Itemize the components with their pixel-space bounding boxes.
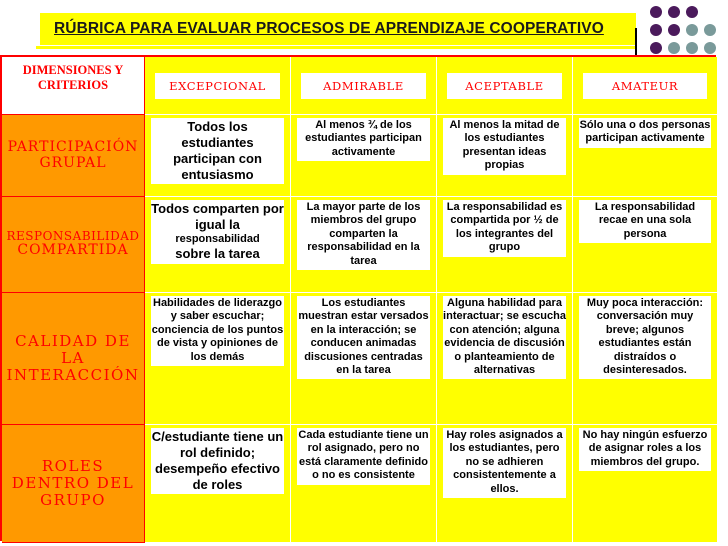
decor-dot: [668, 24, 680, 36]
criterion-cell: [437, 425, 573, 543]
criterion-text: Todos los estudiantes participan con entusiasmo: [151, 118, 284, 184]
criterion-cell: [573, 425, 718, 543]
criterion-text: No hay ningún esfuerzo de asignar roles a los miembros del grupo.: [579, 428, 711, 471]
decor-dot: [650, 24, 662, 36]
corner-header-label: DIMENSIONES Y CRITERIOS: [22, 63, 124, 92]
row-header-label: COMPARTIDA: [17, 242, 129, 259]
row-header-responsabilidad: [2, 197, 145, 293]
criterion-cell: [437, 197, 573, 293]
decor-dot: [704, 24, 716, 36]
criterion-text: Alguna habilidad para interactuar; se escucha con atención; alguna evidencia de discusión o planteamiento de alternativas: [443, 296, 566, 379]
page-title: RÚBRICA PARA EVALUAR PROCESOS DE APRENDIZAJE COOPERATIVO: [54, 20, 604, 37]
criterion-text: sobre la tarea: [151, 246, 284, 262]
column-header-amateur: [573, 57, 718, 115]
criterion-text: Cada estudiante tiene un rol asignado, pero no está claramente definido o no es consistente: [297, 428, 430, 485]
criterion-cell: [291, 293, 437, 425]
decor-dot: [668, 42, 680, 54]
column-header-label: EXCEPCIONAL: [155, 73, 280, 99]
column-header-label: AMATEUR: [583, 73, 707, 99]
decor-dot: [686, 24, 698, 36]
column-header-admirable: [291, 57, 437, 115]
criterion-text: C/estudiante tiene un rol definido; desempeño efectivo de roles: [151, 428, 284, 494]
rubric-table: [0, 55, 716, 541]
criterion-text: responsabilidad: [175, 232, 260, 245]
row-header-roles: [2, 425, 145, 543]
criterion-cell: [291, 425, 437, 543]
decor-dot: [704, 42, 716, 54]
criterion-text: Al menos la mitad de los estudiantes presentan ideas propias: [443, 118, 566, 175]
criterion-text: Al menos ¾ de los estudiantes participan activamente: [297, 118, 430, 161]
row-header-label-group: [7, 230, 140, 259]
row-header-label: ROLES DENTRO DEL GRUPO: [11, 457, 135, 509]
decor-dot: [650, 6, 662, 18]
column-header-aceptable: [437, 57, 573, 115]
criterion-text: Habilidades de liderazgo y saber escuchar; conciencia de los puntos de vista y opiniones de los demás: [151, 296, 284, 366]
criterion-text: La responsabilidad recae en una sola persona: [579, 200, 711, 243]
criterion-cell: [291, 115, 437, 197]
title-underline-bar: [36, 46, 636, 49]
criterion-cell: [145, 293, 291, 425]
criterion-text: La mayor parte de los miembros del grupo comparten la responsabilidad en la tarea: [297, 200, 430, 270]
column-header-label: ACEPTABLE: [447, 73, 562, 99]
criterion-cell: [573, 197, 718, 293]
title-banner: [40, 13, 636, 45]
criterion-cell: [573, 115, 718, 197]
criterion-text: Hay roles asignados a los estudiantes, pero no se adhieren consistentemente a ellos.: [443, 428, 566, 498]
row-header-participacion: [2, 115, 145, 197]
corner-header: [2, 57, 145, 115]
criterion-text: La responsabilidad es compartida por ½ de los integrantes del grupo: [443, 200, 566, 257]
criterion-text: Muy poca interacción: conversación muy breve; algunos estudiantes están distraídos o desinteresados.: [579, 296, 711, 379]
row-header-label: PARTICIPACIÓN GRUPAL: [7, 138, 139, 171]
criterion-cell: [145, 197, 291, 293]
decor-dot: [686, 42, 698, 54]
row-header-label: RESPONSABILIDAD: [6, 228, 140, 243]
column-header-excepcional: [145, 57, 291, 115]
decor-dot: [650, 42, 662, 54]
decor-dot: [686, 6, 698, 18]
criterion-text: Los estudiantes muestran estar versados en la interacción; se conducen animadas discusiones centradas en la tarea: [297, 296, 430, 379]
column-header-label: ADMIRABLE: [301, 73, 426, 99]
criterion-text-group: [151, 200, 284, 264]
criterion-cell: [573, 293, 718, 425]
criterion-cell: [145, 425, 291, 543]
decor-dot: [668, 6, 680, 18]
criterion-cell: [145, 115, 291, 197]
row-header-label: CALIDAD DE LA INTERACCIÓN: [6, 332, 140, 384]
criterion-cell: [437, 115, 573, 197]
criterion-cell: [291, 197, 437, 293]
criterion-text: Todos comparten por igual la: [151, 201, 284, 232]
criterion-cell: [437, 293, 573, 425]
row-header-calidad: [2, 293, 145, 425]
criterion-text: Sólo una o dos personas participan activamente: [579, 118, 711, 148]
